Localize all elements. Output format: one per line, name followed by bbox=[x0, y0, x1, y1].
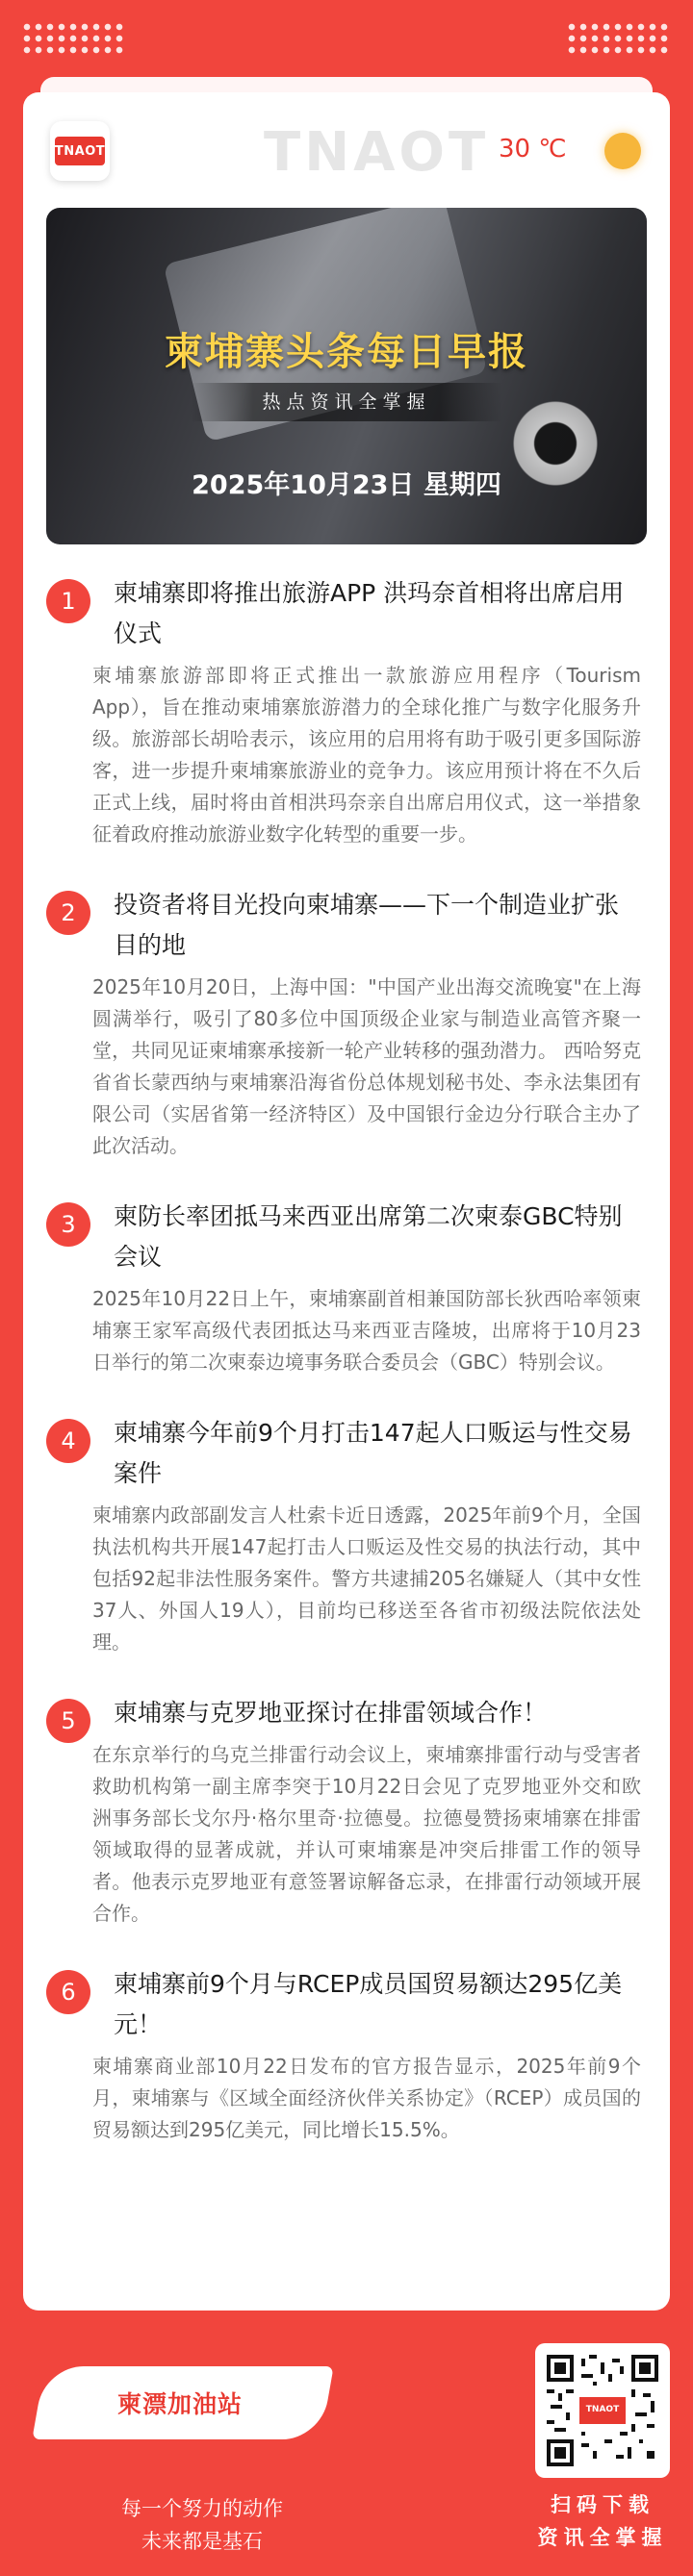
news-body: 柬埔寨商业部10月22日发布的官方报告显示，2025年前9个月，柬埔寨与《区域全面经济伙伴关系协定》（RCEP）成员国的贸易额达到295亿美元，同比增长15.5%。 bbox=[92, 2055, 641, 2141]
news-card bbox=[23, 92, 670, 2311]
logo-text: TNAOT bbox=[55, 137, 105, 165]
news-title[interactable]: 柬埔寨即将推出旅游APP 洪玛奈首相将出席启用仪式 bbox=[114, 579, 625, 647]
news-title[interactable]: 柬埔寨前9个月与RCEP成员国贸易额达295亿美元！ bbox=[114, 1970, 623, 2038]
decor-dots-left bbox=[21, 21, 127, 54]
slogan-line-2: 未来都是基石 bbox=[141, 2530, 263, 2553]
news-item[interactable] bbox=[23, 1413, 670, 1658]
card-header bbox=[23, 92, 670, 210]
qr-caption-1: 扫码下载 bbox=[551, 2493, 654, 2516]
banner-date: 2025年10月23日 星期四 bbox=[192, 470, 501, 500]
banner-subtitle: 热点资讯全掌握 bbox=[191, 383, 502, 421]
item-number-badge: 2 bbox=[46, 891, 90, 935]
brand-wordmark: TNAOT bbox=[264, 121, 490, 184]
item-number-badge: 1 bbox=[46, 579, 90, 623]
qr-center-logo-text: TNAOT bbox=[585, 2405, 620, 2414]
news-title[interactable]: 柬防长率团抵马来西亚出席第二次柬泰GBC特别会议 bbox=[114, 1202, 623, 1271]
news-body: 2025年10月22日上午，柬埔寨副首相兼国防部长狄西哈率领柬埔寨王家军高级代表团抵达马来西亚吉隆坡，出席将于10月23日举行的第二次柬泰边境事务联合委员会（GBC）特别会议。 bbox=[92, 1287, 641, 1374]
news-item[interactable] bbox=[23, 1197, 670, 1378]
decor-dots-right bbox=[566, 21, 672, 54]
item-number-badge: 3 bbox=[46, 1202, 90, 1247]
sun-icon bbox=[604, 133, 641, 169]
news-item[interactable] bbox=[23, 1693, 670, 1930]
hero-banner bbox=[46, 208, 647, 544]
news-item[interactable] bbox=[23, 1964, 670, 2146]
news-body: 在东京举行的乌克兰排雷行动会议上，柬埔寨排雷行动与受害者救助机构第一副主席李突于10月22日会见了克罗地亚外交和欧洲事务部长戈尔丹·格尔里奇·拉德曼。拉德曼赞扬柬埔寨在排雷领域取得的显著成就，并认可柬埔寨是冲突后排雷工作的领导者。他表示克罗地亚有意签署谅解备忘录，在排雷行动领域开展合作。 bbox=[92, 1743, 641, 1925]
news-item[interactable] bbox=[23, 885, 670, 1162]
slogan-line-1: 每一个努力的动作 bbox=[121, 2497, 283, 2520]
news-body: 柬埔寨内政部副发言人杜索卡近日透露，2025年前9个月，全国执法机构共开展147起打击人口贩运及性交易的执法行动，其中包括92起非法性服务案件。警方共逮捕205名嫌疑人（其中女性37人、外国人19人），目前均已移送至各省市初级法院依法处理。 bbox=[92, 1503, 641, 1654]
news-title[interactable]: 投资者将目光投向柬埔寨——下一个制造业扩张目的地 bbox=[114, 891, 620, 959]
item-number-badge: 6 bbox=[46, 1970, 90, 2014]
news-body: 2025年10月20日，上海中国："中国产业出海交流晚宴"在上海圆满举行，吸引了80多位中国顶级企业家与制造业高管齐聚一堂，共同见证柬埔寨承接新一轮产业转移的强劲潜力。 西哈努克省省长蒙西纳与柬埔寨沿海省份总体规划秘书处、李永法集团有限公司（实居省第一经济特区）及中国银行金边分行联合主办了此次活动。 bbox=[92, 975, 641, 1157]
banner-title: 柬埔寨头条每日早报 bbox=[165, 330, 528, 374]
footer-brand-name: 柬漂加油站 bbox=[117, 2390, 244, 2418]
news-title[interactable]: 柬埔寨与克罗地亚探讨在排雷领域合作！ bbox=[114, 1699, 548, 1727]
news-item[interactable] bbox=[23, 573, 670, 850]
app-logo[interactable] bbox=[50, 121, 110, 181]
item-number-badge: 5 bbox=[46, 1699, 90, 1743]
news-list bbox=[23, 573, 670, 2181]
qr-code[interactable] bbox=[535, 2343, 670, 2478]
news-title[interactable]: 柬埔寨今年前9个月打击147起人口贩运与性交易案件 bbox=[114, 1419, 632, 1487]
temperature: 30 ℃ bbox=[499, 135, 567, 164]
qr-caption-2: 资讯全掌握 bbox=[537, 2526, 668, 2549]
item-number-badge: 4 bbox=[46, 1419, 90, 1463]
news-body: 柬埔寨旅游部即将正式推出一款旅游应用程序（Tourism App），旨在推动柬埔寨旅游潜力的全球化推广与数字化服务升级。旅游部长胡哈表示，该应用的启用将有助于吸引更多国际游客，进一步提升柬埔寨旅游业的竞争力。该应用预计将在不久后正式上线，届时将由首相洪玛奈亲自出席启用仪式，这一举措象征着政府推动旅游业数字化转型的重要一步。 bbox=[92, 664, 641, 846]
